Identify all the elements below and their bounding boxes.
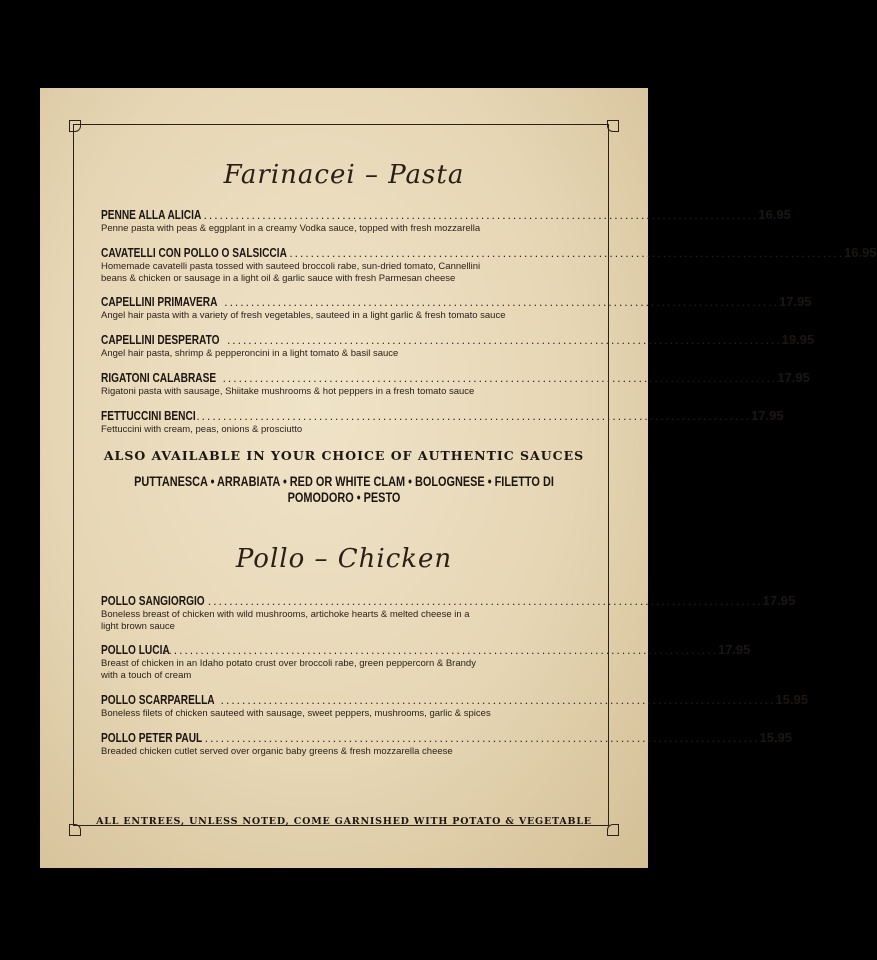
item-price: 17.95 bbox=[717, 642, 751, 657]
dot-leader: ........................................................................................................ bbox=[196, 409, 752, 423]
menu-item bbox=[101, 642, 751, 682]
footer-note: ALL ENTREES, UNLESS NOTED, COME GARNISHED WITH POTATO & VEGETABLE bbox=[96, 816, 592, 827]
dot-leader: ........................................................................................................ bbox=[203, 208, 759, 222]
menu-item bbox=[101, 207, 791, 235]
dot-leader: ........................................................................................................ bbox=[163, 643, 718, 657]
item-name: POLLO LUCIA bbox=[101, 642, 170, 657]
item-price: 17.95 bbox=[777, 370, 810, 385]
item-price: 17.95 bbox=[762, 593, 796, 608]
menu-item bbox=[101, 692, 808, 720]
corner-ornament bbox=[607, 120, 619, 132]
item-name: PENNE ALLA ALICIA bbox=[101, 207, 202, 222]
item-description: Angel hair pasta, shrimp & pepperoncini in a light tomato & basil sauce bbox=[101, 348, 399, 359]
item-name: POLLO SANGIORGIO bbox=[101, 593, 205, 608]
menu-item bbox=[101, 294, 812, 322]
menu-item bbox=[101, 245, 877, 285]
dot-leader: ........................................................................................................ bbox=[222, 371, 778, 385]
dot-leader: ........................................................................................................ bbox=[220, 693, 776, 707]
dot-leader: ........................................................................................................ bbox=[207, 594, 763, 608]
item-name: CAPELLINI PRIMAVERA bbox=[101, 294, 218, 309]
sauces-list-text: PUTTANESCA • ARRABIATA • RED OR WHITE CLAM • BOLOGNESE • FILETTO DI POMODORO • PESTO bbox=[134, 473, 554, 505]
item-description: Breaded chicken cutlet served over organic baby greens & fresh mozzarella cheese bbox=[101, 746, 453, 757]
menu-page bbox=[40, 88, 877, 868]
dot-leader: ........................................................................................................ bbox=[226, 333, 782, 347]
item-price: 19.95 bbox=[781, 332, 815, 347]
item-name: POLLO SCARPARELLA bbox=[101, 692, 215, 707]
item-name: CAVATELLI CON POLLO O SALSICCIA bbox=[101, 245, 287, 260]
item-description: Boneless breast of chicken with wild mushrooms, artichoke hearts & melted cheese in a light brown sauce bbox=[101, 609, 470, 632]
menu-item bbox=[101, 593, 796, 633]
item-name: FETTUCCINI BENCI bbox=[101, 408, 196, 423]
corner-ornament bbox=[69, 120, 81, 132]
dot-leader: ........................................................................................................ bbox=[289, 246, 845, 260]
menu-item bbox=[101, 730, 793, 758]
item-description: Breast of chicken in an Idaho potato crust over broccoli rabe, green peppercorn & Brandy with a touch of cream bbox=[101, 658, 476, 681]
item-price: 15.95 bbox=[759, 730, 793, 745]
item-name: CAPELLINI DESPERATO bbox=[101, 332, 220, 347]
item-price: 15.95 bbox=[775, 692, 808, 707]
sauces-list bbox=[40, 473, 648, 505]
item-price: 17.95 bbox=[779, 294, 812, 309]
item-name: POLLO PETER PAUL bbox=[101, 730, 203, 745]
item-description: Homemade cavatelli pasta tossed with sauteed broccoli rabe, sun-dried tomato, Cannellini beans & chicken or sausage in a light oil & garlic sauce with fresh Parmesan cheese bbox=[101, 261, 481, 284]
item-description: Angel hair pasta with a variety of fresh vegetables, sauteed in a light garlic & fresh tomato sauce bbox=[101, 310, 506, 321]
item-description: Fettuccini with cream, peas, onions & prosciutto bbox=[101, 424, 303, 435]
item-price: 17.95 bbox=[751, 408, 784, 423]
item-price: 16.95 bbox=[844, 245, 877, 260]
chicken-section-title: Pollo – Chicken bbox=[235, 544, 453, 574]
item-description: Boneless filets of chicken sauteed with sausage, sweet peppers, mushrooms, garlic & spices bbox=[101, 708, 491, 719]
menu-item bbox=[101, 370, 810, 398]
item-description: Rigatoni pasta with sausage, Shiitake mushrooms & hot peppers in a fresh tomato sauce bbox=[101, 386, 475, 397]
sauces-note: ALSO AVAILABLE IN YOUR CHOICE OF AUTHENTIC SAUCES bbox=[103, 448, 585, 463]
dot-leader: ........................................................................................................ bbox=[204, 731, 760, 745]
item-description: Penne pasta with peas & eggplant in a creamy Vodka sauce, topped with fresh mozzarella bbox=[101, 223, 481, 234]
pasta-section-title: Farinacei – Pasta bbox=[223, 160, 465, 190]
dot-leader: ........................................................................................................ bbox=[224, 295, 779, 309]
menu-item bbox=[101, 408, 784, 436]
item-price: 16.95 bbox=[758, 207, 791, 222]
menu-item bbox=[101, 332, 815, 360]
item-name: RIGATONI CALABRASE bbox=[101, 370, 217, 385]
